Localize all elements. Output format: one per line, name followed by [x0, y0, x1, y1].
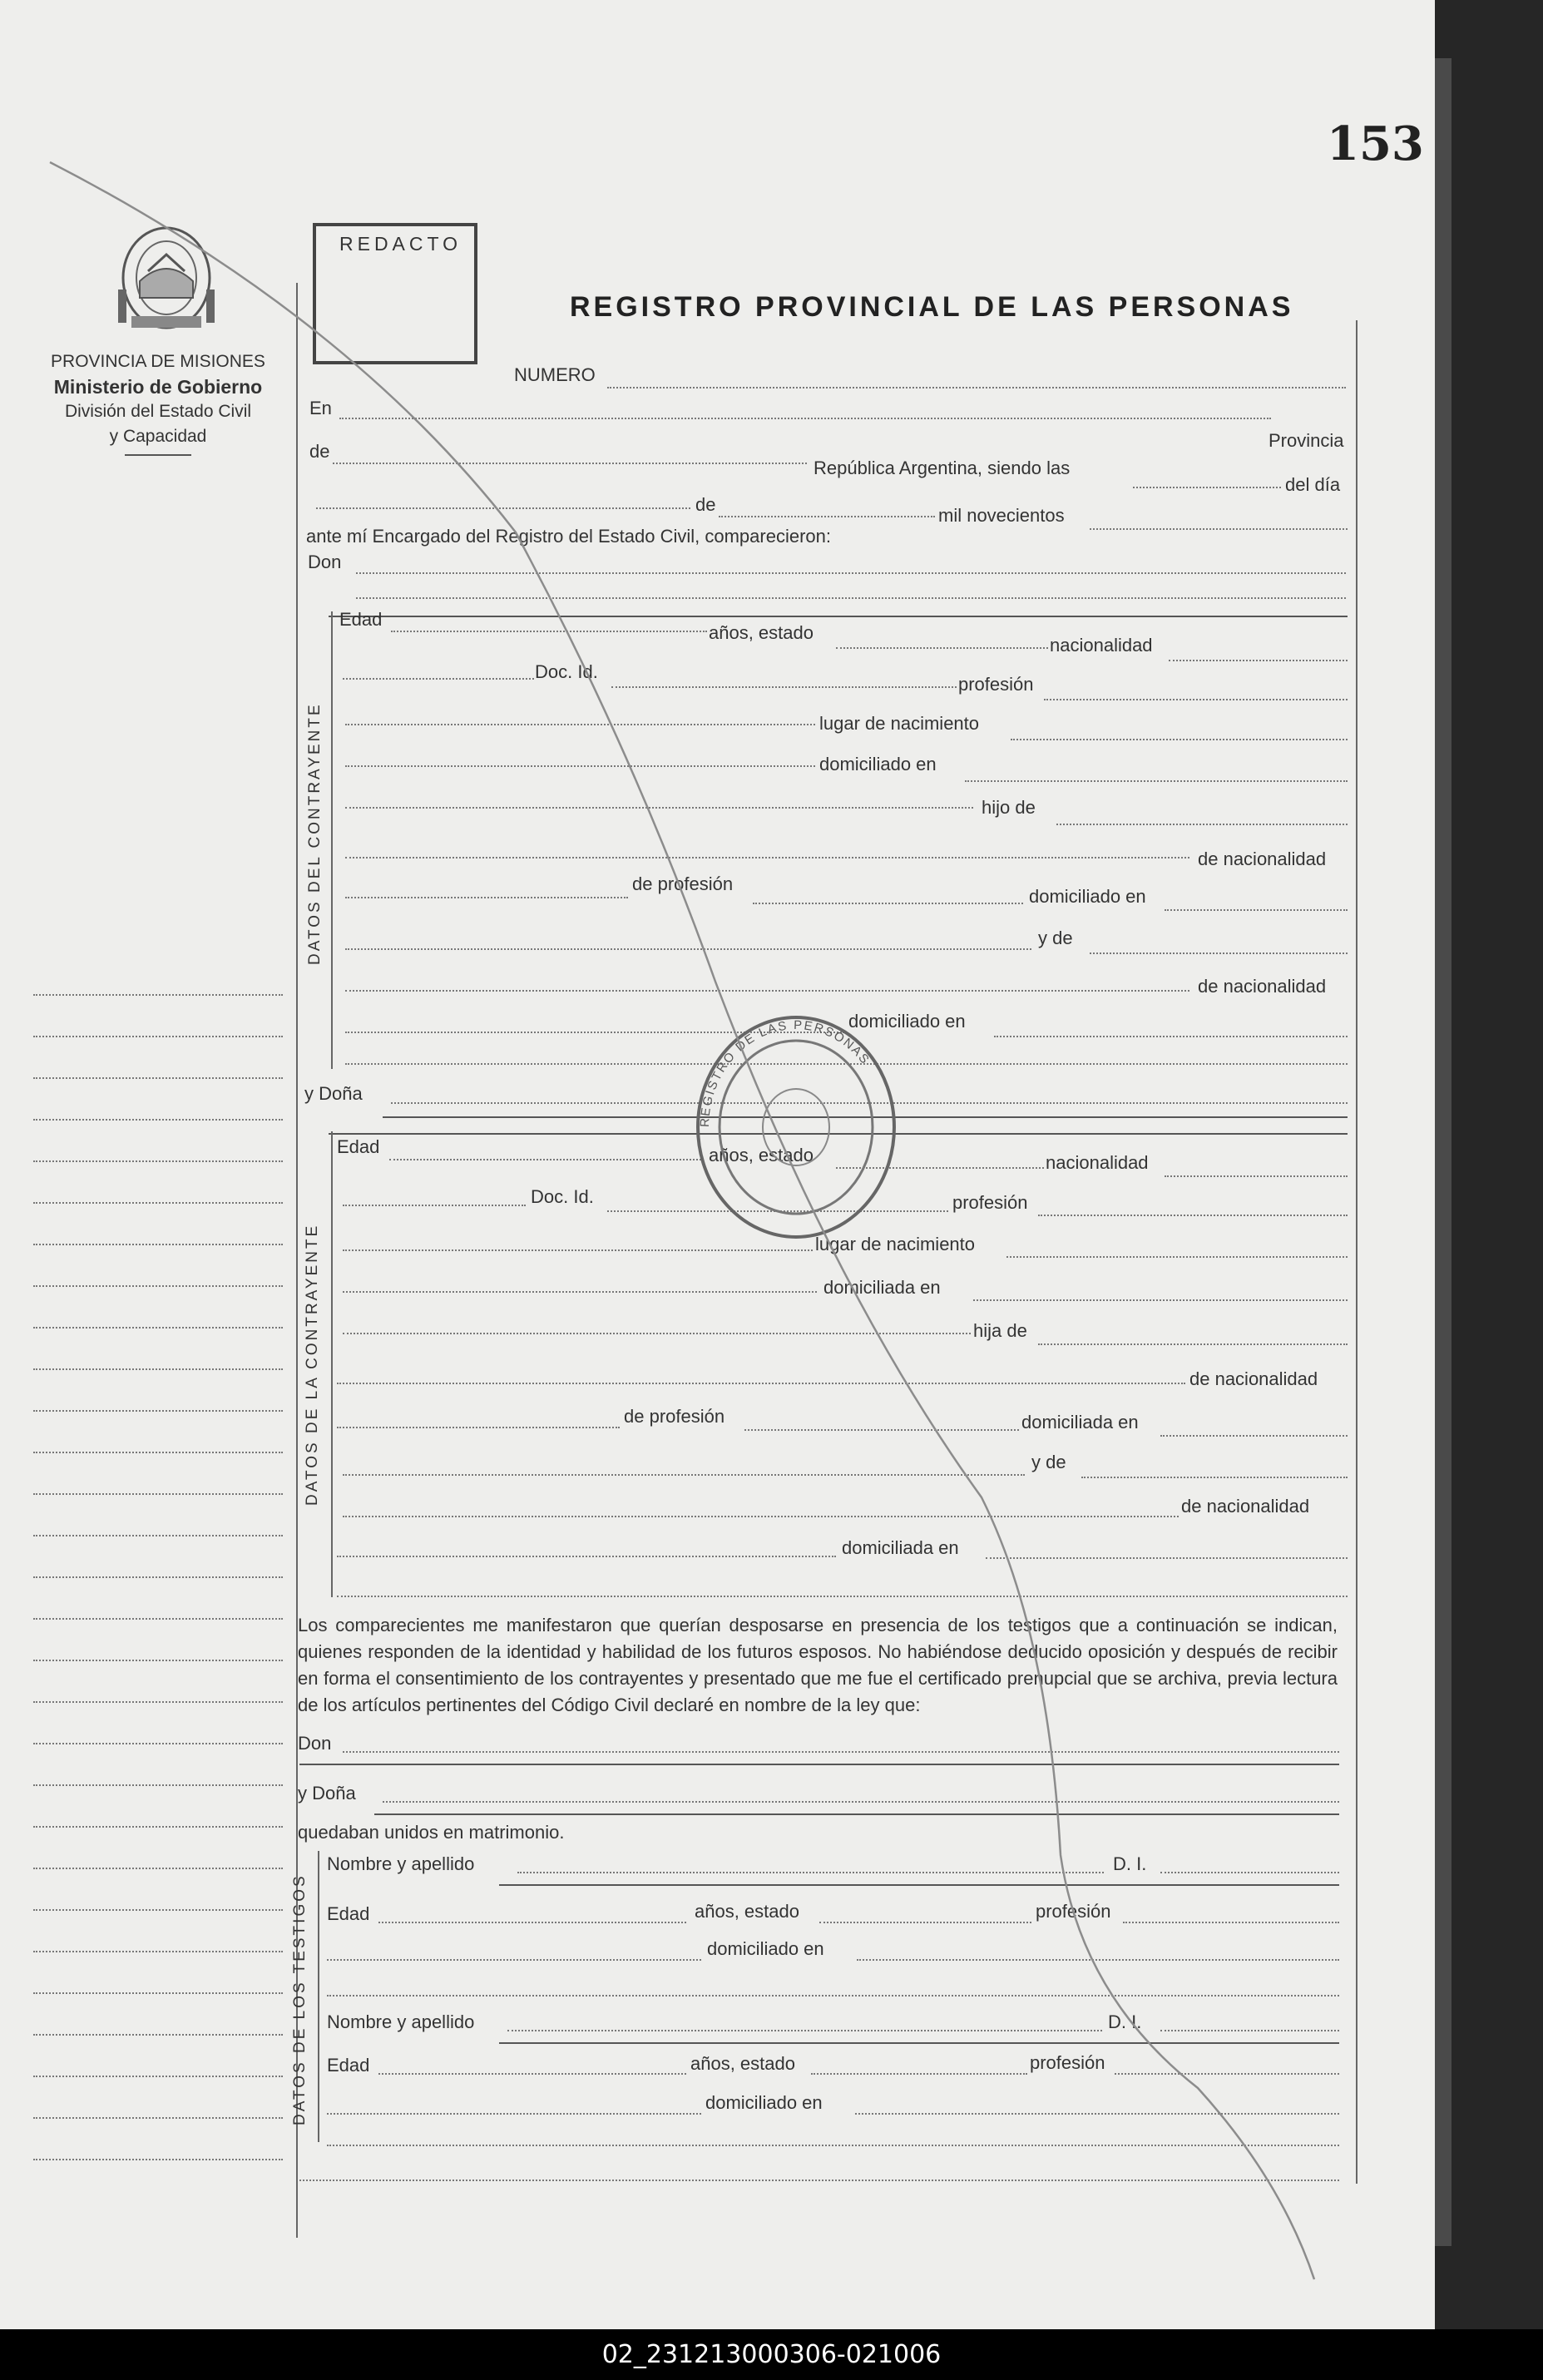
- c-nacionalidad-label: nacionalidad: [1050, 635, 1153, 656]
- province-name: PROVINCIA DE MISIONES: [51, 352, 265, 371]
- testigos-side-label: DATOS DE LOS TESTIGOS: [291, 1873, 309, 2125]
- contrayenta-side-label: DATOS DE LA CONTRAYENTE: [304, 1223, 321, 1506]
- stamp-text: REGISTRO DE LAS PERSONAS: [697, 1017, 873, 1128]
- f-nacionalidad-label: nacionalidad: [1046, 1152, 1149, 1173]
- t1-domic-label: domiciliado en: [707, 1938, 824, 1959]
- t1-di-label: D. I.: [1113, 1853, 1147, 1874]
- f-hija-label: hija de: [973, 1320, 1027, 1341]
- c-y-de-label: y de: [1038, 928, 1073, 948]
- c-edad-label: Edad: [339, 609, 383, 630]
- division-name: División del Estado Civil: [64, 402, 252, 421]
- t1-edad-label: Edad: [327, 1903, 370, 1924]
- c-de-nac2-label: de nacionalidad: [1198, 976, 1327, 997]
- document-title: REGISTRO PROVINCIAL DE LAS PERSONAS: [570, 291, 1294, 323]
- t2-anos-label: años, estado: [690, 2053, 795, 2074]
- unidos-label: quedaban unidos en matrimonio.: [298, 1822, 565, 1843]
- c-doc-label: Doc. Id.: [535, 661, 598, 682]
- provincia-label: Provincia: [1269, 430, 1344, 451]
- closing-y-dona-label: y Doña: [298, 1783, 356, 1804]
- del-dia-label: del día: [1285, 474, 1341, 495]
- t1-nombre-label: Nombre y apellido: [327, 1853, 475, 1874]
- division-name-2: y Capacidad: [109, 427, 207, 446]
- ante-label: ante mí Encargado del Registro del Estado Civil, comparecieron:: [306, 526, 831, 547]
- c-hijo-label: hijo de: [982, 797, 1036, 818]
- numero-label: NUMERO: [514, 364, 596, 385]
- f-de-nac-label: de nacionalidad: [1189, 1368, 1318, 1389]
- f-de-nac2-label: de nacionalidad: [1181, 1496, 1310, 1517]
- f-domic3-label: domiciliada en: [842, 1537, 959, 1558]
- c-de-nac-label: de nacionalidad: [1198, 849, 1327, 869]
- f-y-de-label: y de: [1031, 1452, 1066, 1472]
- y-dona-label: y Doña: [304, 1083, 363, 1104]
- page-number: 153: [1327, 116, 1424, 171]
- f-lugar-label: lugar de nacimiento: [815, 1234, 976, 1254]
- t2-di-label: D. I.: [1108, 2011, 1142, 2032]
- de-label: de: [309, 441, 330, 462]
- republica-label: República Argentina, siendo las: [814, 458, 1071, 478]
- f-edad-label: Edad: [337, 1136, 380, 1157]
- t2-prof-label: profesión: [1030, 2052, 1105, 2073]
- t2-edad-label: Edad: [327, 2055, 370, 2076]
- don-label: Don: [308, 552, 342, 572]
- t1-prof-label: profesión: [1036, 1901, 1111, 1922]
- f-domic2-label: domiciliada en: [1021, 1412, 1139, 1432]
- declaration-paragraph: Los comparecientes me manifestaron que querían desposarse en presencia de los testigos que a continuación se indican, quienes responden de la identidad y habilidad de los futuros esposos. No habiéndose deducido oposición y después de recibir en forma el consentimiento de los contrayentes y presentado que me fue el certificado prenupcial que se archiva, previa lectura de los artículos pertinentes del Código Civil declaré en nombre de la ley que:: [298, 1615, 1338, 1715]
- contrayente-side-label: DATOS DEL CONTRAYENTE: [306, 702, 324, 965]
- mil-novecientos-label: mil novecientos: [938, 505, 1065, 526]
- f-domic-label: domiciliada en: [823, 1277, 941, 1298]
- c-profesion-label: profesión: [958, 674, 1034, 695]
- c-domic3-label: domiciliado en: [848, 1011, 966, 1032]
- f-doc-label: Doc. Id.: [531, 1186, 594, 1207]
- redacto-label: REDACTO: [339, 233, 462, 255]
- t2-domic-label: domiciliado en: [705, 2092, 823, 2113]
- c-anos-label: años, estado: [709, 622, 814, 643]
- c-de-prof-label: de profesión: [632, 873, 734, 894]
- book-binding: [1435, 0, 1543, 2329]
- ministry-name: Ministerio de Gobierno: [53, 376, 263, 398]
- scan-caption: 02_231213000306-021006: [601, 2340, 942, 2369]
- c-domic2-label: domiciliado en: [1029, 886, 1146, 907]
- f-profesion-label: profesión: [952, 1192, 1028, 1213]
- t1-anos-label: años, estado: [695, 1901, 799, 1922]
- c-domic-label: domiciliado en: [819, 754, 937, 774]
- en-label: En: [309, 398, 332, 418]
- closing-don-label: Don: [298, 1733, 332, 1754]
- f-anos-label: años, estado: [709, 1145, 814, 1165]
- de-mes-label: de: [695, 494, 716, 515]
- t2-nombre-label: Nombre y apellido: [327, 2011, 475, 2032]
- f-de-prof-label: de profesión: [624, 1406, 725, 1427]
- c-lugar-label: lugar de nacimiento: [819, 713, 980, 734]
